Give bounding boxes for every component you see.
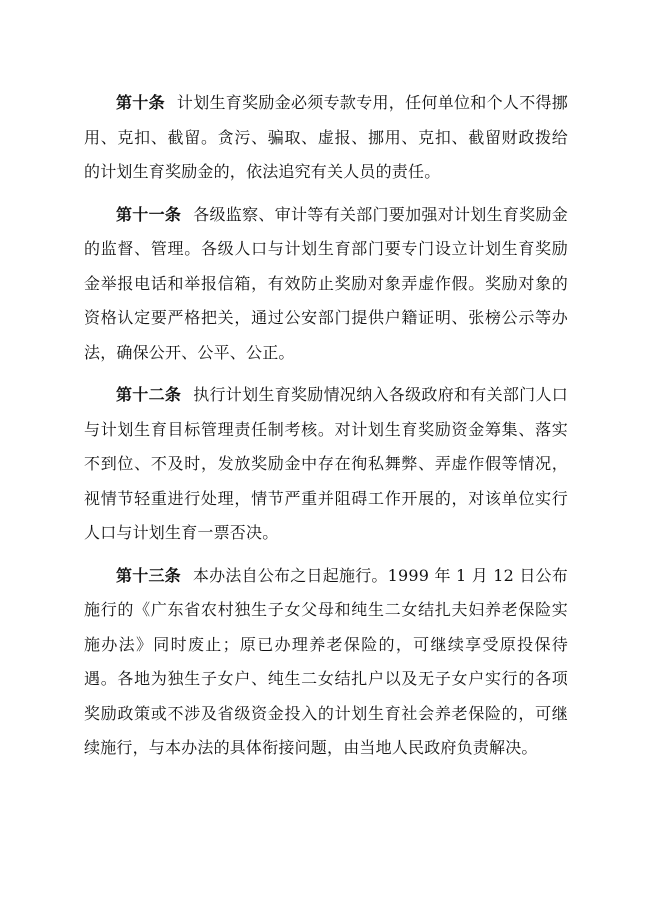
article-text: 本办法自公布之日起施行。1999 年 1 月 12 日公布施行的《广东省农村独生子女父母和纯生二女结扎夫妇养老保险实施办法》同时废止；原已办理养老保险的，可继续享受原投保待遇。各地为独生子女户、纯生二女结扎户以及无子女户实行的各项奖励政策或不涉及省级资金投入的计划生育社会养老保险的，可继续施行，与本办法的具体衔接问题，由当地人民政府负责解决。 [84, 565, 568, 757]
article-number: 第十三条 [116, 565, 181, 585]
article-12 [84, 378, 568, 551]
document-body [84, 86, 568, 774]
article-number: 第十一条 [116, 204, 182, 224]
article-10 [84, 86, 568, 190]
article-number: 第十条 [116, 93, 165, 112]
article-text: 各级监察、审计等有关部门要加强对计划生育奖励金的监督、管理。各级人口与计划生育部门要专门设立计划生育奖励金举报电话和举报信箱，有效防止奖励对象弄虚作假。奖励对象的资格认定要严格把关，通过公安部门提供户籍证明、张榜公示等办法，确保公开、公平、公正。 [84, 204, 568, 362]
article-text: 计划生育奖励金必须专款专用，任何单位和个人不得挪用、克扣、截留。贪污、骗取、虚报、挪用、克扣、截留财政拨给的计划生育奖励金的，依法追究有关人员的责任。 [84, 93, 568, 181]
article-13 [84, 559, 568, 766]
article-number: 第十二条 [116, 385, 182, 404]
article-text: 执行计划生育奖励情况纳入各级政府和有关部门人口与计划生育目标管理责任制考核。对计划生育奖励资金筹集、落实不到位、不及时，发放奖励金中存在徇私舞弊、弄虚作假等情况，视情节轻重进行处理，情节严重并阻碍工作开展的，对该单位实行人口与计划生育一票否决。 [84, 385, 568, 542]
article-11 [84, 198, 568, 371]
